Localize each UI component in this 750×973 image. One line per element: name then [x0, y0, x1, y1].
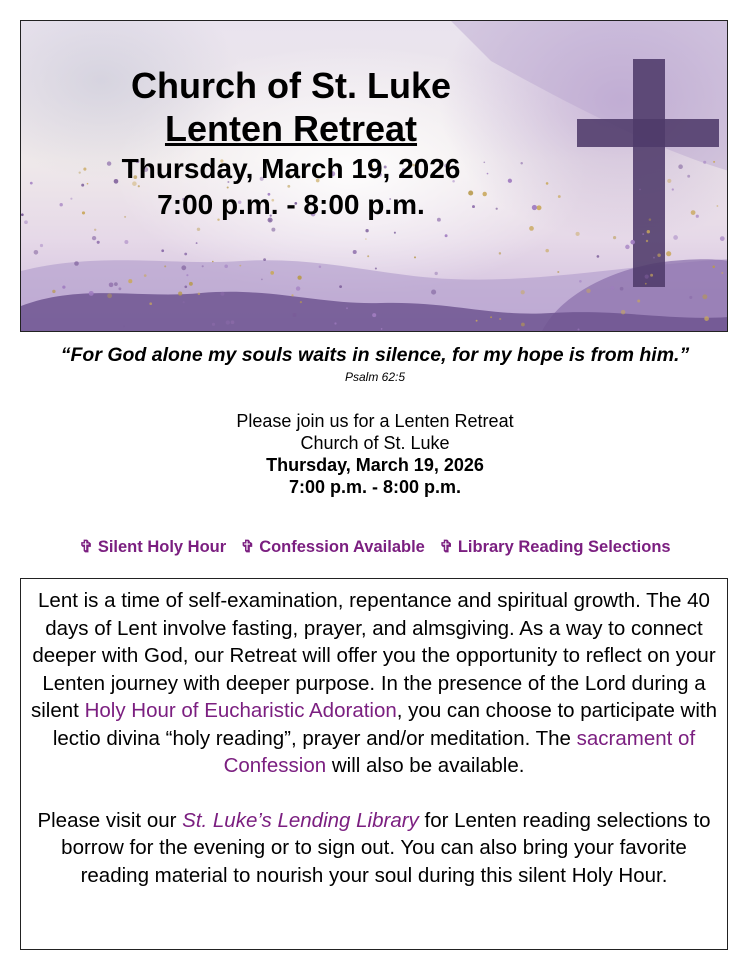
speckle-dot — [597, 255, 600, 258]
speckle-dot — [239, 265, 241, 267]
speckle-dot — [89, 291, 94, 296]
speckle-dot — [184, 285, 187, 288]
speckle-dot — [653, 257, 655, 259]
speckle-dot — [720, 236, 725, 241]
speckle-dot — [721, 272, 723, 274]
speckle-dot — [212, 261, 214, 263]
speckle-dot — [300, 301, 302, 303]
speckle-dot — [183, 301, 185, 303]
speckle-dot — [149, 302, 152, 305]
speckle-dot — [650, 274, 653, 277]
speckle-dot — [727, 163, 728, 165]
speckle-dot — [431, 290, 436, 295]
speckle-dot — [365, 238, 367, 240]
speckle-dot — [435, 272, 438, 275]
speckle-dot — [445, 234, 448, 237]
speckle-dot — [365, 229, 368, 232]
speckle-dot — [702, 294, 707, 299]
speckle-dot — [557, 271, 559, 273]
speckle-dot — [189, 282, 193, 286]
speckle-dot — [92, 236, 96, 240]
speckle-dot — [52, 290, 55, 293]
speckle-dot — [414, 256, 416, 258]
speckle-dot — [687, 175, 690, 178]
speckle-dot — [346, 307, 348, 309]
speckle-dot — [689, 296, 692, 299]
speckle-dot — [128, 279, 132, 283]
feature-library: ✞ Library Reading Selections — [439, 538, 671, 556]
speckle-dot — [657, 253, 660, 256]
description-text: , you can choose to participate with lectio divina “holy reading”, prayer and/or meditation. The — [52, 699, 717, 750]
description-box — [20, 578, 728, 950]
speckle-dot — [372, 313, 376, 317]
feature-silent-holy-hour: ✞ Silent Holy Hour — [79, 538, 227, 556]
speckle-dot — [703, 161, 706, 164]
speckle-dot — [34, 250, 39, 255]
speckle-dot — [270, 271, 274, 275]
speckle-dot — [678, 164, 683, 169]
speckle-dot — [144, 274, 147, 277]
speckle-dot — [375, 267, 377, 269]
speckle-dot — [630, 240, 635, 245]
invitation-church: Church of St. Luke — [300, 433, 450, 453]
description-text: will also be available. — [326, 754, 525, 777]
description-text: Please visit our — [37, 808, 183, 832]
speckle-dot — [261, 279, 263, 281]
speckle-dot — [339, 285, 342, 288]
speckle-dot — [334, 322, 336, 324]
adoration-link[interactable]: Holy Hour of Eucharistic Adoration — [84, 699, 397, 722]
speckle-dot — [529, 226, 534, 231]
speckle-dot — [712, 266, 715, 269]
speckle-dot — [297, 275, 301, 279]
speckle-dot — [198, 293, 201, 296]
description-text: for Lenten reading selections to borrow for the evening or to sign out. You can also bring your favorite reading material to nourish your soul during this silent Holy Hour. — [61, 808, 711, 887]
speckle-dot — [224, 265, 228, 269]
speckle-dot — [577, 328, 579, 330]
speckle-dot — [645, 275, 649, 279]
speckle-dot — [124, 240, 128, 244]
speckle-dot — [647, 230, 650, 233]
speckle-dot — [107, 293, 112, 298]
speckle-dot — [394, 232, 396, 234]
retreat-date: Thursday, March 19, 2026 — [121, 153, 461, 184]
speckle-dot — [197, 228, 200, 231]
speckle-dot — [666, 251, 671, 256]
speckle-dot — [97, 241, 100, 244]
speckle-dot — [220, 292, 224, 296]
speckle-dot — [545, 249, 549, 253]
speckle-dot — [625, 245, 629, 249]
speckle-dot — [186, 274, 188, 276]
speckle-dot — [476, 320, 478, 322]
speckle-dot — [499, 252, 501, 254]
lending-library-link[interactable]: St. Luke’s Lending Library — [182, 808, 419, 832]
speckle-dot — [353, 250, 357, 254]
speckle-dot — [271, 228, 275, 232]
speckle-dot — [292, 313, 296, 317]
retreat-banner — [20, 20, 728, 332]
speckle-dot — [109, 282, 114, 287]
speckle-dot — [291, 294, 293, 296]
speckle-dot — [704, 316, 709, 321]
speckle-dot — [499, 318, 501, 320]
retreat-time: 7:00 p.m. - 8:00 p.m. — [157, 189, 425, 220]
speckle-dot — [367, 255, 369, 257]
speckle-dot — [231, 320, 235, 324]
scripture-citation: Psalm 62:5 — [344, 370, 406, 384]
speckle-dot — [202, 265, 204, 267]
speckle-dot — [713, 161, 715, 163]
description-text: Lent is a time of self-examination, repentance and spiritual growth. The 40 days of Lent involve fasting, prayer, and almsgiving. As a way to connect deeper with God, our Retreat will offer you the opportunity to reflect on your Lenten journey with deeper purpose. In the presence of the Lord during a silent — [31, 589, 716, 722]
banner-heading — [21, 65, 561, 223]
retreat-title: Lenten Retreat — [164, 108, 418, 149]
speckle-dot — [673, 235, 678, 240]
speckle-dot — [263, 258, 266, 261]
speckle-dot — [691, 210, 696, 215]
speckle-dot — [646, 240, 648, 242]
speckle-dot — [667, 179, 671, 183]
speckle-dot — [672, 188, 674, 190]
speckle-dot — [164, 265, 166, 267]
speckle-dot — [610, 286, 614, 290]
feature-confession: ✞ Confession Available — [240, 538, 425, 556]
church-name: Church of St. Luke — [130, 65, 451, 106]
scripture-quote: “For God alone my souls waits in silence, for my hope is from him.” — [60, 344, 690, 366]
invitation-date: Thursday, March 19, 2026 — [266, 455, 484, 475]
speckle-dot — [40, 244, 43, 247]
speckle-dot — [114, 282, 118, 286]
speckle-dot — [490, 316, 492, 318]
speckle-dot — [226, 320, 230, 324]
speckle-dot — [717, 205, 719, 207]
speckle-dot — [296, 286, 300, 290]
speckle-dot — [579, 280, 582, 283]
invitation-time: 7:00 p.m. - 8:00 p.m. — [288, 477, 462, 497]
speckle-dot — [212, 323, 215, 326]
speckle-dot — [576, 232, 580, 236]
feature-list — [0, 537, 750, 557]
speckle-dot — [161, 249, 164, 252]
speckle-dot — [621, 310, 626, 315]
speckle-dot — [637, 300, 640, 303]
speckle-dot — [642, 233, 644, 235]
speckle-dot — [620, 287, 624, 291]
speckle-dot — [181, 265, 186, 270]
speckle-dot — [645, 283, 647, 285]
speckle-dot — [178, 292, 182, 296]
speckle-dot — [696, 215, 699, 218]
speckle-dot — [649, 218, 652, 221]
speckle-dot — [123, 325, 125, 327]
speckle-dot — [613, 236, 616, 239]
description-paragraph-2 — [27, 807, 721, 890]
speckle-dot — [381, 328, 383, 330]
invitation-block — [0, 410, 750, 498]
speckle-dot — [639, 189, 641, 191]
speckle-dot — [184, 253, 187, 256]
speckle-dot — [521, 290, 525, 294]
description-paragraph-1 — [27, 587, 721, 780]
invitation-line: Please join us for a Lenten Retreat — [236, 411, 514, 431]
speckle-dot — [319, 266, 322, 269]
speckle-dot — [196, 242, 198, 244]
speckle-dot — [586, 289, 590, 293]
speckle-dot — [521, 323, 525, 327]
speckle-dot — [94, 229, 96, 231]
speckle-dot — [118, 287, 121, 290]
confession-link[interactable]: sacrament of Confession — [223, 726, 696, 777]
speckle-dot — [74, 261, 79, 266]
speckle-dot — [62, 285, 65, 288]
